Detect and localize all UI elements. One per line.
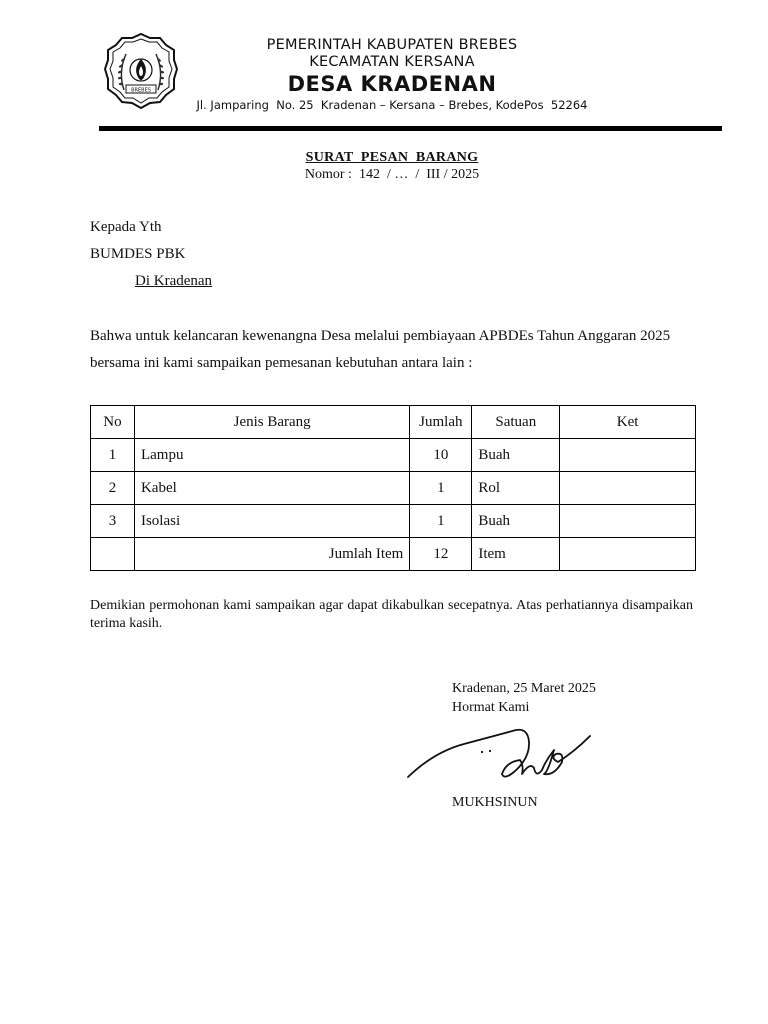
letterhead: [190, 36, 594, 113]
regency-logo: [104, 32, 178, 110]
recipient-salutation: Kepada Yth: [90, 219, 162, 235]
row-note: [560, 505, 696, 538]
handwritten-signature: [404, 722, 596, 784]
row-quantity: 10: [410, 439, 472, 472]
total-unit: Item: [472, 538, 560, 571]
row-item: Lampu: [134, 439, 409, 472]
row-item: Kabel: [134, 472, 409, 505]
row-quantity: 1: [410, 472, 472, 505]
total-note-empty: [560, 538, 696, 571]
letterhead-village: DESA KRADENAN: [287, 72, 497, 96]
header-note: Ket: [560, 406, 696, 439]
items-table: [90, 405, 696, 571]
svg-text:BREBES: BREBES: [131, 87, 151, 94]
signature-greeting: Hormat Kami: [452, 700, 530, 715]
recipient-name: BUMDES PBK: [90, 246, 186, 262]
table-header-row: [91, 406, 696, 439]
signatory-name: MUKHSINUN: [452, 795, 538, 810]
closing-paragraph: Demikian permohonan kami sampaikan agar dapat dikabulkan secepatnya. Atas perhatiannya disampaikan terima kasih.: [90, 598, 693, 631]
header-quantity: Jumlah: [410, 406, 472, 439]
table-total-row: [91, 538, 696, 571]
recipient-location: Di Kradenan: [135, 273, 213, 289]
row-note: [560, 472, 696, 505]
total-value: 12: [410, 538, 472, 571]
body-paragraph: Bahwa untuk kelancaran kewenangna Desa melalui pembiayaan APBDEs Tahun Anggaran 2025 bersama ini kami sampaikan pemesanan kebutuhan antara lain :: [90, 328, 671, 371]
table-row: [91, 505, 696, 538]
row-unit: Buah: [472, 505, 560, 538]
table-row: [91, 472, 696, 505]
row-no: 3: [91, 505, 135, 538]
total-label: Jumlah Item: [134, 538, 409, 571]
letterhead-address: Jl. Jamparing No. 25 Kradenan – Kersana – Brebes, KodePos 52264: [196, 98, 588, 112]
table-row: [91, 439, 696, 472]
letterhead-district: KECAMATAN KERSANA: [309, 54, 475, 70]
header-item-type: Jenis Barang: [134, 406, 409, 439]
row-item: Isolasi: [134, 505, 409, 538]
total-no-empty: [91, 538, 135, 571]
letterhead-divider: [99, 126, 722, 131]
row-note: [560, 439, 696, 472]
row-unit: Buah: [472, 439, 560, 472]
signature-place-date: Kradenan, 25 Maret 2025: [452, 681, 596, 696]
header-unit: Satuan: [472, 406, 560, 439]
row-unit: Rol: [472, 472, 560, 505]
letter-number: Nomor : 142 / … / III / 2025: [304, 167, 480, 182]
row-quantity: 1: [410, 505, 472, 538]
letterhead-government: PEMERINTAH KABUPATEN BREBES: [266, 37, 518, 53]
letter-title: SURAT PESAN BARANG: [305, 150, 479, 165]
header-no: No: [91, 406, 135, 439]
row-no: 2: [91, 472, 135, 505]
row-no: 1: [91, 439, 135, 472]
